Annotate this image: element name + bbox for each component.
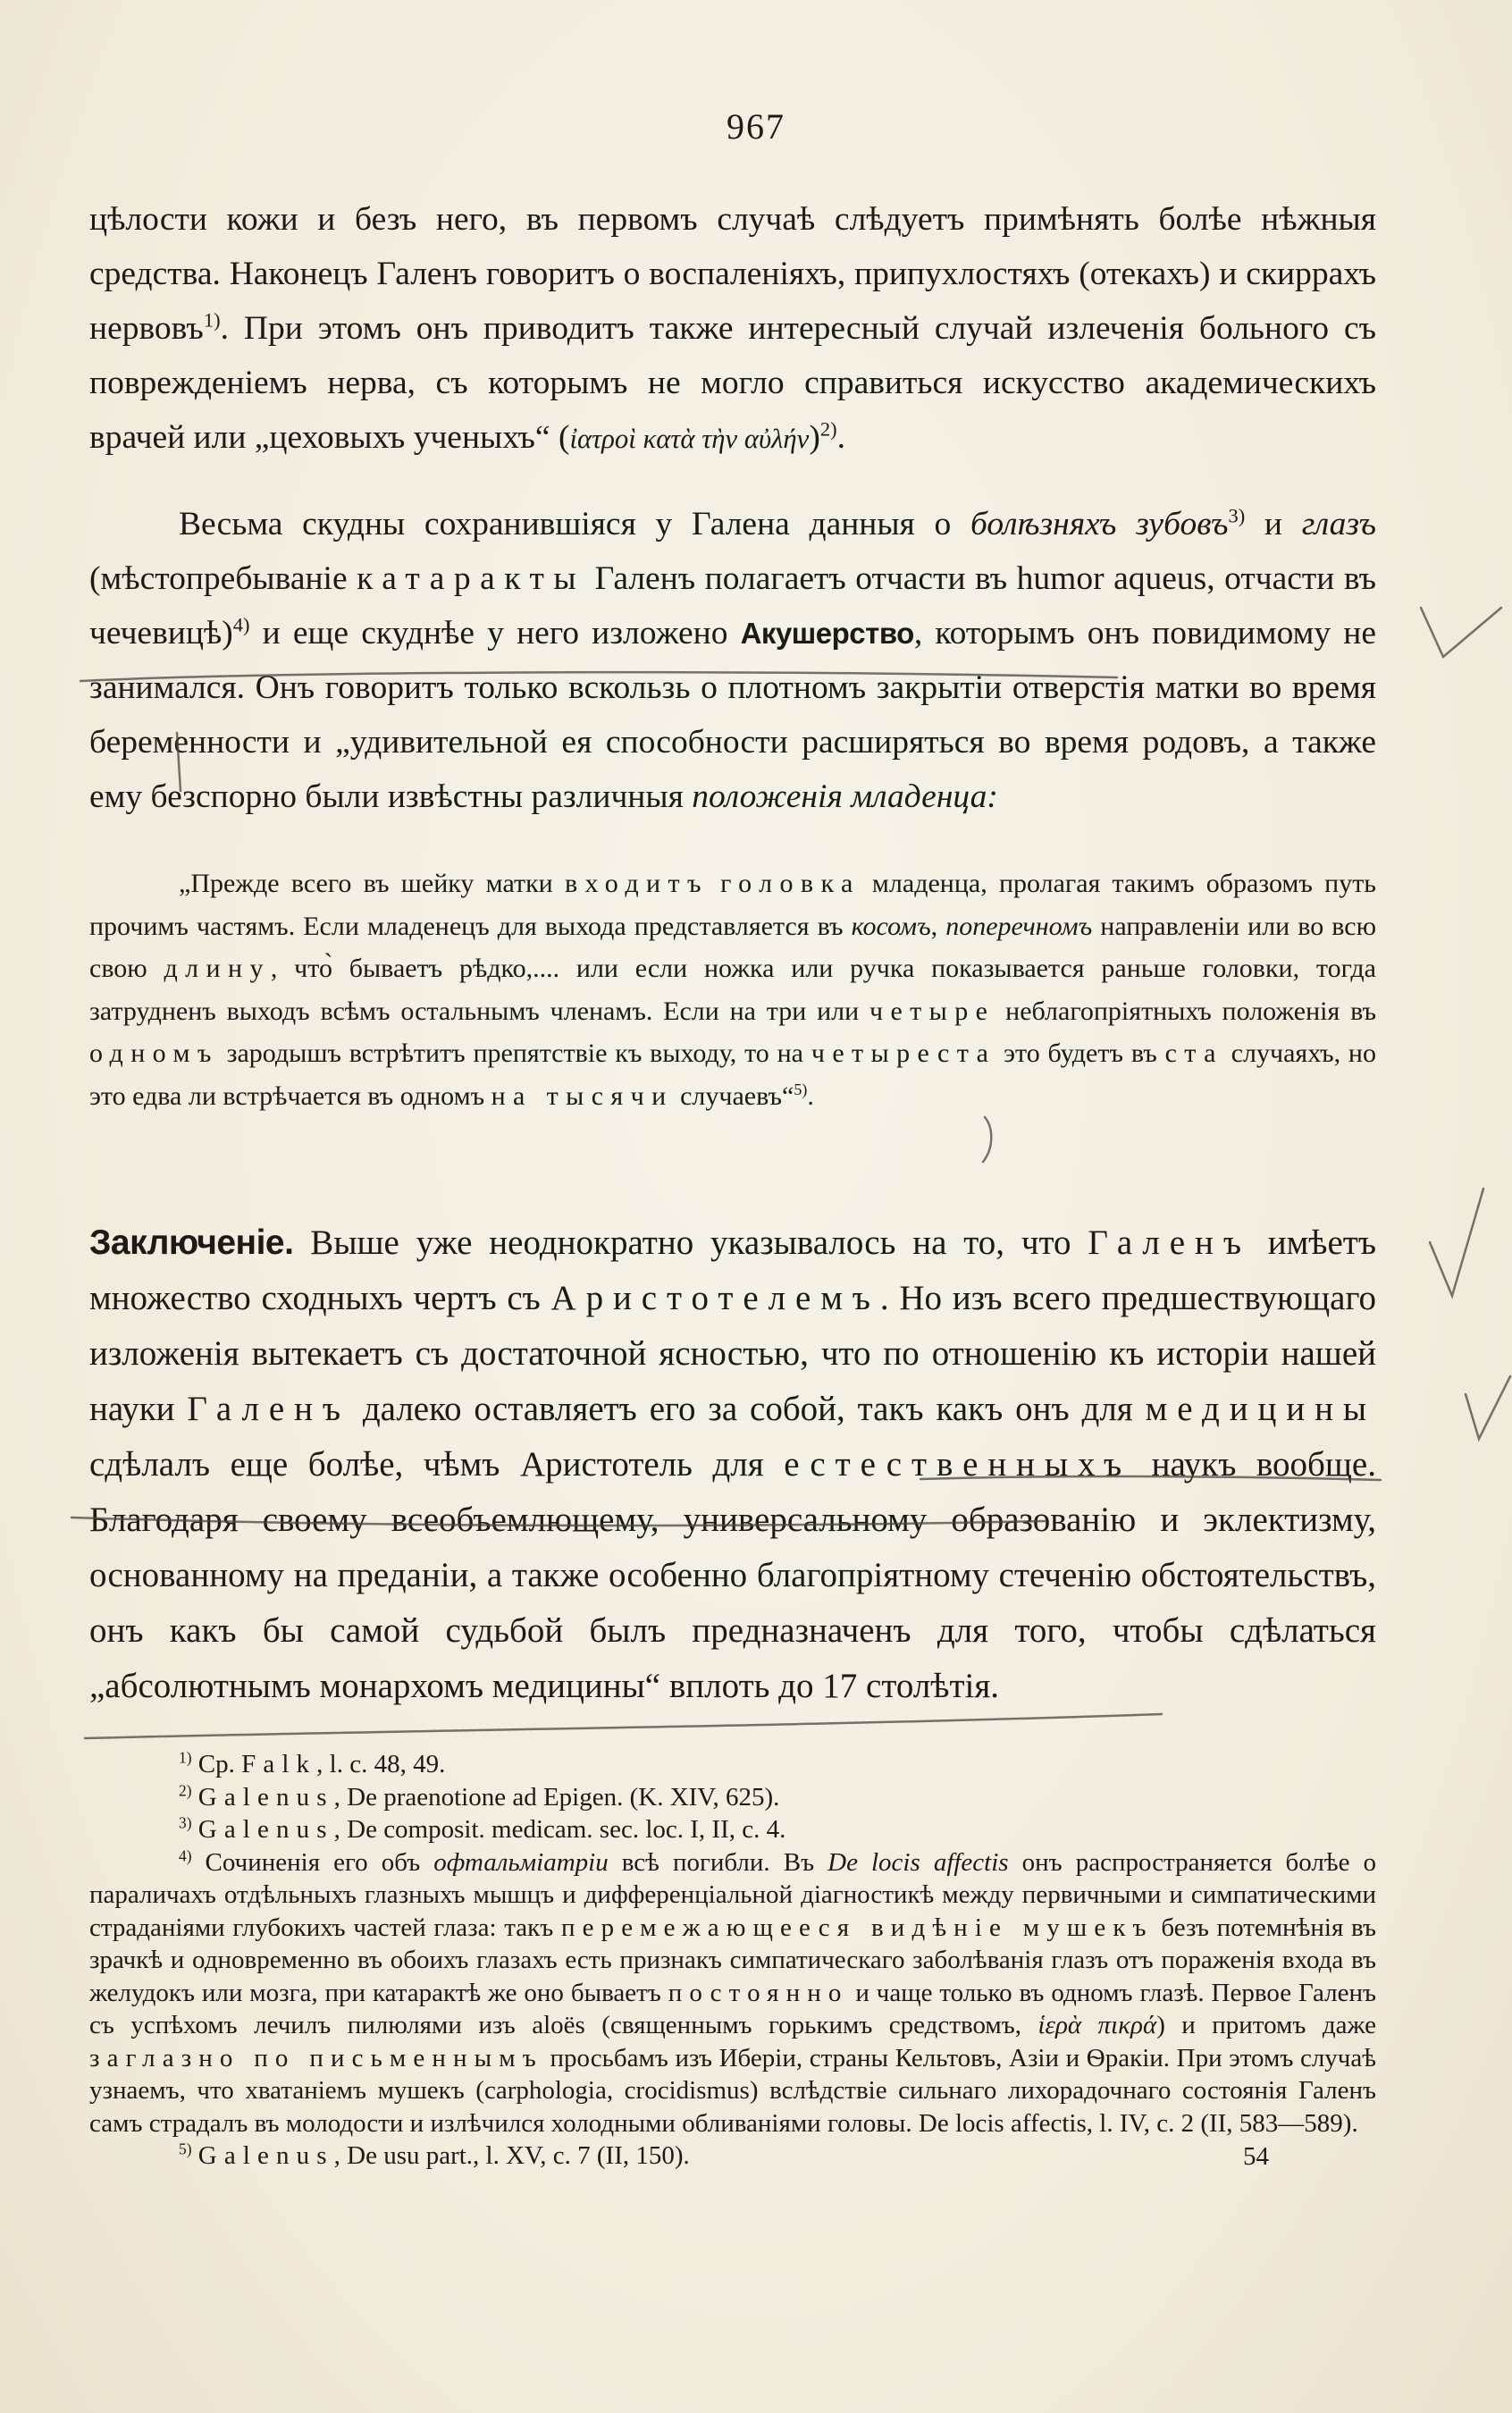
text-run: ) и притомъ даже (1156, 2011, 1376, 2039)
author-name: Galenus (197, 2141, 334, 2170)
check-mark (1421, 608, 1501, 657)
paragraph-conclusion (89, 1215, 1376, 1714)
text-run: и еще скуднѣе у него изложено (249, 615, 741, 652)
spaced-word: Галенъ (1088, 1223, 1251, 1262)
text-run: случаяхъ, но это едва ли встрѣчается въ одномъ (89, 1038, 1376, 1111)
text-run: наукъ вообще. Благодаря своему всеобъемлющему, универсальному образованію и эклектизму, основанному на преданіи, а также особенно благопріятному стеченію обстоятельствъ, онъ какъ бы самой судьбой былъ предназначенъ для того, чтобы сдѣлаться „абсолютнымъ монархомъ медицины“ вплоть до 17 столѣтія. (89, 1445, 1376, 1705)
italic-title: De locis affectis (827, 1847, 1009, 1877)
term-cataract: катаракты (357, 560, 586, 597)
author-name: Falk (241, 1750, 317, 1778)
spaced-word: на тысячи (491, 1080, 674, 1111)
text-run: „Прежде всего въ шейку матки (179, 869, 565, 898)
text-run: младенца, пролагая такимъ образомъ путь прочимъ частямъ. Если младенецъ для выхода представляется въ (89, 869, 1376, 941)
text-run: далеко оставляетъ его за собой, такъ какъ онъ для (349, 1390, 1146, 1428)
footnote-mark: 3) (179, 1813, 192, 1832)
author-name: Galenus (197, 1815, 334, 1844)
footnote-mark: 2) (179, 1780, 192, 1799)
text-run: , De composit. medicam. sec. loc. I, II, c. 4. (333, 1815, 786, 1844)
galen-quote: „Прежде всего въ шейку матки входитъ головка младенца, пролагая такимъ образомъ путь прочимъ частямъ. Если младенецъ для выхода представляется въ косомъ, поперечномъ направленіи или во всю свою длину, что̀ бываетъ рѣдко,.... или если ножка или ручка показывается раньше головки, тогда затрудненъ выходъ всѣмъ остальнымъ членамъ. Если на три или четыре неблагопріятныхъ положенія въ одномъ зародышъ встрѣтитъ препятствіе къ выходу, то на четыреста это будетъ въ ста случаяхъ, но это едва ли встрѣчается въ одномъ на тысячи случаевъ“$^{5)}$. (89, 869, 1376, 1111)
text-run: Ср. (191, 1750, 242, 1778)
text-run: безъ потемнѣнія въ зрачкѣ и одновременно въ обоихъ глазахъ есть признакъ симпатическаго заболѣванія глазъ отъ пораженія входа въ желудокъ или мозга, при катарактѣ же оно бываетъ (89, 1913, 1376, 2007)
footnote-ref-2[interactable]: 2) (819, 417, 837, 441)
spaced-word: входитъ (564, 869, 709, 898)
text-run: Сочиненія его объ (191, 1847, 434, 1877)
spaced-word: естественныхъ (784, 1445, 1132, 1484)
greek-phrase: ἰατροὶ κατὰ τὴν αὐλήν (569, 424, 810, 454)
footnote-mark: 1) (179, 1748, 192, 1767)
check-mark (1430, 1189, 1483, 1296)
spaced-word: Аристотелемъ (550, 1279, 880, 1317)
text-run: направленіи или во всю свою (89, 911, 1376, 983)
spaced-word: Галенъ (187, 1390, 350, 1428)
text-run: , которымъ онъ повидимому не занимался. Онъ говоритъ только вскользь о плотномъ закрытіи отверстія матки во время беременности и „удивительной ея способности расширяться во время родовъ, а также ему безспорно были извѣстны различныя (89, 615, 1376, 815)
text-run: . Но изъ всего предшествующаго изложенія вытекаетъ съ достаточной ясностью, что по отношенію къ исторіи нашей науки (89, 1279, 1376, 1428)
footnote-ref-3[interactable]: 3) (1228, 504, 1246, 527)
text-run: сдѣлалъ еще болѣе, чѣмъ Аристотель для (89, 1445, 785, 1484)
text-run: имѣетъ множество сходныхъ чертъ съ (89, 1223, 1377, 1317)
italic-word: косомъ (851, 911, 931, 941)
footnotes (89, 1748, 1376, 2173)
text-run: просьбамъ изъ Иберіи, страны Кельтовъ, Азіи и Ѳракіи. При этомъ случаѣ узнаемъ, что хватаніемъ мушекъ (carphologia, crocidismus) вслѣдствіе сильнаго лихорадочнаго состоянія Галенъ самъ страдалъ въ молодости и излѣчился холодными обливаніями головы. De locis affectis, l. IV, c. 2 (II, 583—589). (89, 2043, 1377, 2138)
check-mark (1466, 1376, 1510, 1439)
greek-phrase: ἱερὰ πικρά (1037, 2011, 1157, 2039)
text-run: Весьма скудны сохранившіяся у Галена данныя о (179, 506, 970, 542)
text-run (709, 869, 720, 898)
text-run: зародышъ встрѣтитъ препятствіе къ выходу, то на (218, 1038, 811, 1068)
spaced-word: длину (164, 954, 271, 983)
page-number: 967 (727, 106, 785, 147)
footnote-3 (89, 1813, 1376, 1846)
term-positions: положенія младенца: (692, 778, 998, 815)
term-teeth: болѣзняхъ зубовъ (970, 506, 1229, 542)
text-run: Галенъ полагаетъ отчасти въ humor aqueus, отчасти въ чечевицѣ) (89, 560, 1377, 652)
spaced-word: заглазно по письменнымъ (89, 2043, 543, 2072)
term-eyes: глазъ (1301, 506, 1376, 542)
spaced-word: медицины (1145, 1390, 1376, 1428)
spaced-word: четыреста (811, 1038, 996, 1068)
underline-line (85, 1714, 1162, 1738)
text-run: и чаще только въ одномъ глазѣ. Первое Галенъ съ успѣхомъ лечилъ пилюлями изъ aloës (священнымъ горькимъ средствомъ, (89, 1978, 1376, 2039)
footnote-ref-4[interactable]: 4) (232, 613, 250, 636)
footnote-ref-1[interactable]: 1) (203, 308, 221, 332)
section-heading-conclusion: Заключеніе. (89, 1223, 294, 1262)
text-run: это будетъ въ (995, 1038, 1165, 1068)
text-run: всѣ погибли. Въ (608, 1847, 828, 1877)
text-run: . (836, 419, 845, 456)
spaced-word: ста (1164, 1038, 1223, 1068)
quote-end-mark (983, 1117, 991, 1162)
text-run: , l. c. 48, 49. (316, 1750, 446, 1778)
text-run: онъ распространяется болѣе о параличахъ отдѣльныхъ глазныхъ мышцъ и дифференціальной діагностикѣ между первичными и симпатическими страданіями глубокихъ частей глаза: такъ (89, 1847, 1376, 1942)
text-run: , De usu part., l. XV, c. 7 (II, 150). (333, 2141, 690, 2170)
text-run: . При этомъ онъ приводитъ также интересный случай излеченія больного съ поврежденіемъ нерва, съ которымъ не могло справиться искусство академическихъ врачей или „цеховыхъ ученыхъ“ ( (89, 310, 1376, 456)
footnote-ref-5[interactable]: 5) (794, 1080, 808, 1098)
paragraph-teeth-eyes (89, 497, 1376, 824)
footnote-2 (89, 1781, 1376, 1814)
term-obstetrics: Акушерство (740, 617, 914, 650)
spaced-word: перемежающееся видѣніе мушекъ (560, 1913, 1154, 1942)
signature-mark: 54 (1243, 2141, 1269, 2171)
footnote-1 (89, 1748, 1376, 1781)
spaced-word: головка (720, 869, 861, 898)
text-run: (мѣстопребываніе (89, 560, 357, 597)
text-run: , (930, 911, 946, 941)
text-run: цѣлости кожи и безъ него, въ первомъ случаѣ слѣдуетъ примѣнять болѣе нѣжныя средства. Наконецъ Галенъ говоритъ о воспаленіяхъ, припухлостяхъ (отекахъ) и скиррахъ нервовъ (89, 201, 1376, 347)
text-run: случаевъ“ (673, 1080, 794, 1111)
paragraph-nerves: цѣлости кожи и безъ него, въ первомъ случаѣ слѣдуетъ примѣнять болѣе нѣжныя средства. Наконецъ Галенъ говоритъ о воспаленіяхъ, припухлостяхъ (отекахъ) и скиррахъ нервовъ$^{1)}$. При этомъ онъ приводитъ также интересный случай излеченія больного съ поврежденіемъ нерва, съ которымъ не могло справиться искусство академическихъ врачей или „цеховыхъ ученыхъ“ (ἰατροὶ κατὰ τὴν αὐλήν)$^{2)}$. (89, 201, 1376, 456)
text-run: и (1245, 506, 1302, 542)
footnote-4 (89, 1846, 1376, 2140)
text-run: Выше уже неоднократно указывалось на то, что (293, 1223, 1088, 1262)
footnote-mark: 4) (179, 1845, 192, 1864)
italic-word: поперечномъ (945, 911, 1093, 941)
spaced-word: постоянно (668, 1978, 849, 2007)
spaced-word: четыре (869, 996, 995, 1026)
text-run: , De praenotione ad Epigen. (K. XIV, 625). (333, 1782, 780, 1812)
author-name: Galenus (197, 1782, 334, 1812)
text-run: , что̀ бываетъ рѣдко,.... или если ножка или ручка показывается раньше головки, тогда затрудненъ выходъ всѣмъ остальнымъ членамъ. Если на три или (89, 954, 1376, 1026)
footnote-mark: 5) (179, 2140, 192, 2158)
spaced-word: одномъ (89, 1038, 219, 1068)
italic-word: офтальміатріи (433, 1847, 609, 1877)
text-run: неблагопріятныхъ положенія въ (995, 996, 1376, 1026)
